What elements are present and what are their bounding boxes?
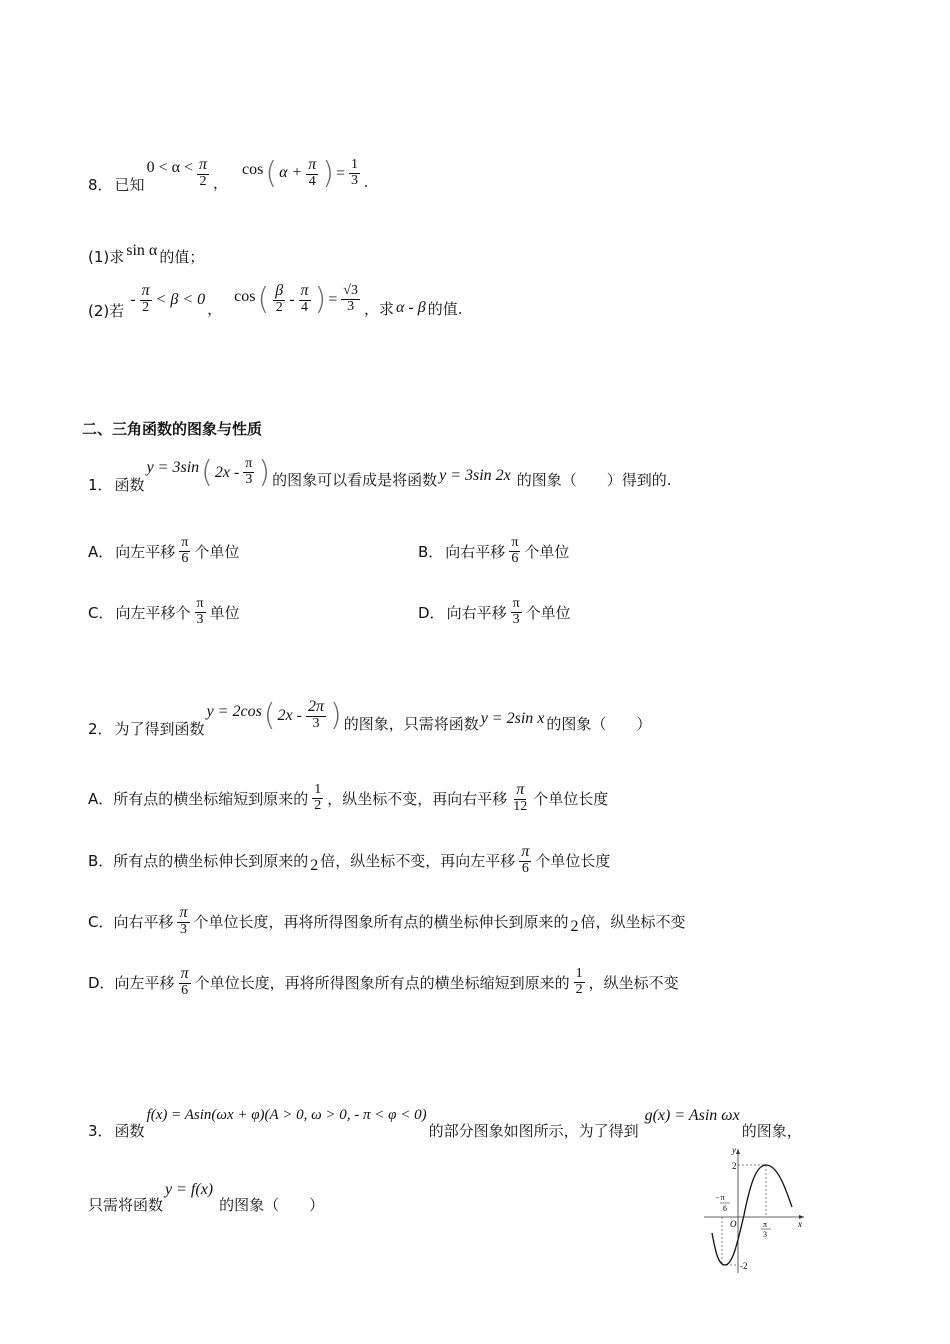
option-text: ，纵坐标不变，再向右平移 [327, 789, 508, 808]
part1-sin: sin α [126, 241, 158, 259]
option-num: 2 [570, 918, 579, 936]
frac-den: 6 [181, 982, 189, 998]
frac-den: 12 [513, 798, 528, 814]
frac-den: 6 [181, 550, 189, 566]
option-text: 向右平移 [446, 603, 507, 622]
q3-text3: 的图象， [741, 1122, 802, 1140]
paren-right: ) [314, 281, 327, 317]
part2-cond: < β < 0 [155, 290, 206, 308]
ymin-label: -2 [740, 1261, 748, 1271]
frac-den: 6 [521, 860, 529, 876]
frac-den: 3 [351, 173, 359, 188]
pi-label: π [763, 1220, 768, 1229]
option-label: B． [418, 542, 444, 561]
option-text: D．向左平移 [88, 973, 175, 992]
q1-number: 1． [88, 476, 113, 494]
paren-left: ( [263, 697, 276, 733]
q1-text2: 的图象可以看成是将函数 [272, 471, 438, 489]
paren-right: ) [258, 454, 271, 490]
option-text: 向右平移 [445, 542, 506, 561]
q2-expr: y = 2cos [206, 702, 262, 720]
q8-frac-beta-2 [273, 283, 285, 315]
option-text: B．所有点的横坐标伸长到原来的 [88, 851, 309, 870]
option-text: 倍，纵坐标不变 [580, 912, 686, 931]
option-text: C．向右平移 [88, 912, 174, 931]
frac-den: 3 [347, 299, 355, 314]
q3-expr3: y = f(x) [165, 1180, 214, 1198]
q2-text2: 的图象，只需将函数 [343, 715, 479, 733]
equals: = [328, 290, 338, 308]
frac-num: 1 [314, 782, 322, 798]
q2-option-a[interactable] [88, 782, 608, 814]
option-num: 2 [310, 857, 319, 875]
frac-num: π [179, 904, 188, 921]
frac-pi-6 [179, 966, 191, 998]
frac-num: π [308, 156, 317, 174]
part2-prefix: (2)若 [88, 302, 125, 320]
q8-part1 [88, 238, 204, 267]
part2-suffix: 的值. [427, 300, 463, 318]
option-text: 个单位长度 [535, 851, 611, 870]
frac-pi-6 [509, 536, 520, 566]
frac-den: 3 [179, 921, 187, 937]
x-label: x [798, 1219, 802, 1229]
frac-1-2 [312, 783, 323, 813]
y-label: y [732, 1145, 736, 1155]
sine-curve [712, 1165, 792, 1265]
frac-num: π [199, 156, 208, 174]
q8-cos: cos [242, 160, 264, 178]
option-text: ，纵坐标不变 [588, 973, 679, 992]
option-text: 个单位 [524, 542, 570, 561]
q2-statement [88, 692, 651, 739]
option-text: 个单位 [194, 542, 240, 561]
neg-six-label: 6 [723, 1204, 727, 1213]
section-title: 二、三角函数的图象与性质 [82, 420, 263, 438]
option-text: 单位 [209, 603, 240, 622]
option-label: A． [88, 542, 114, 561]
frac-den: 3 [512, 611, 520, 627]
frac-num: π [511, 535, 519, 550]
option-text: 个单位 [525, 603, 571, 622]
q8-frac-pi-4 [306, 157, 318, 189]
paren-right: ) [322, 155, 335, 191]
neg-pi-label: - π [716, 1193, 725, 1202]
minus: - [130, 290, 136, 308]
q8-frac-pi-4b [299, 283, 311, 315]
q8-known: 已知 [114, 176, 145, 194]
part2-cos: cos [234, 287, 256, 305]
paren-left: ( [201, 454, 213, 490]
part1-suffix: 的值； [159, 248, 205, 266]
frac-pi-6 [179, 536, 190, 566]
q2-option-c[interactable] [88, 905, 686, 937]
q1-expr2: y = 3sin 2x [439, 466, 511, 484]
option-text: 倍，纵坐标不变，再向左平移 [320, 851, 516, 870]
option-text: A．所有点的横坐标缩短到原来的 [88, 789, 309, 808]
q3-number: 3． [88, 1122, 113, 1140]
frac-num: π [180, 965, 189, 982]
frac-num: π [521, 843, 530, 860]
option-text: 个单位长度，再将所得图象所有点的横坐标缩短到原来的 [194, 973, 570, 992]
q2-option-b[interactable] [88, 844, 610, 876]
frac-pi-6 [519, 844, 531, 876]
frac-den: 6 [511, 550, 519, 566]
frac-num: β [275, 282, 284, 300]
q2-frac-2pi-3 [306, 699, 326, 731]
frac-num: π [181, 535, 189, 550]
frac-pi-3 [195, 597, 206, 627]
frac-1-2 [574, 967, 585, 997]
frac-num: π [196, 596, 204, 611]
comma: ， [213, 174, 229, 192]
q8-alpha-plus: α + [279, 163, 303, 181]
frac-den: 3 [245, 472, 253, 487]
q8-statement [88, 152, 368, 195]
q3-statement-line2 [88, 1168, 324, 1215]
q8-number: 8． [88, 176, 113, 194]
frac-den: 2 [199, 174, 207, 190]
frac-num: 1 [575, 966, 583, 982]
q1-option-b[interactable] [418, 536, 569, 566]
frac-den: 3 [312, 716, 320, 732]
q3-function-graph [700, 1145, 810, 1275]
q8-frac-1-3 [349, 158, 360, 188]
part2-ask: ，求 [363, 300, 394, 318]
comma: ， [207, 300, 223, 318]
frac-den: 4 [308, 174, 316, 190]
y-arrow-icon [736, 1149, 740, 1154]
q1-expr: y = 3sin [146, 458, 200, 476]
option-label: C． [88, 603, 114, 622]
q1-option-a[interactable] [88, 536, 239, 566]
q8-part2 [88, 278, 462, 321]
q3-text5: 的图象（ ） [219, 1196, 325, 1214]
q2-number: 2． [88, 720, 113, 738]
q8-frac-sqrt3-3 [341, 284, 360, 314]
frac-num: √3 [343, 283, 358, 299]
three-label: 3 [763, 1230, 767, 1239]
option-text: 个单位长度，再将所得图象所有点的横坐标伸长到原来的 [193, 912, 569, 931]
period: . [364, 173, 369, 191]
q2-inner: 2x - [277, 706, 302, 724]
frac-pi-12 [511, 782, 529, 814]
q2-expr2: y = 2sin x [480, 709, 545, 727]
q1-text1: 函数 [114, 476, 145, 494]
frac-den: 2 [142, 300, 150, 316]
frac-pi-3 [177, 905, 189, 937]
q1-option-d[interactable] [418, 597, 571, 627]
frac-num: π [141, 282, 150, 300]
q1-frac-pi-3 [243, 457, 254, 487]
q1-statement [88, 450, 672, 495]
option-label: D． [418, 603, 445, 622]
frac-den: 4 [301, 300, 309, 316]
q2-text1: 为了得到函数 [114, 720, 205, 738]
frac-den: 2 [314, 797, 322, 813]
paren-right: ) [329, 697, 342, 733]
q3-text1: 函数 [114, 1122, 145, 1140]
q2-option-d[interactable] [88, 966, 679, 998]
q3-expr: f(x) = Asin(ωx + φ)(A > 0, ω > 0, - π < φ < 0) [146, 1107, 427, 1123]
q1-option-c[interactable] [88, 597, 240, 627]
frac-pi-3 [511, 597, 522, 627]
minus: - [289, 290, 295, 308]
option-text: 向左平移 [115, 542, 176, 561]
frac-den: 2 [575, 981, 583, 997]
option-text: 个单位长度 [533, 789, 609, 808]
part2-alpha-beta: α - β [395, 298, 426, 316]
frac-num: 2π [307, 698, 324, 716]
frac-den: 3 [196, 611, 204, 627]
part1-prefix: (1)求 [88, 248, 125, 266]
frac-den: 2 [275, 300, 283, 316]
frac-num: π [245, 456, 253, 472]
frac-num: π [300, 282, 309, 300]
paren-left: ( [257, 281, 270, 317]
q8-frac-pi-2b [140, 283, 152, 315]
q8-cond1: 0 < α < [146, 158, 193, 176]
q2-text3: 的图象（ ） [546, 715, 652, 733]
q3-statement [88, 1094, 878, 1141]
q1-text3: 的图象（ ）得到的. [516, 471, 672, 489]
q3-text2: 的部分图象如图所示，为了得到 [428, 1122, 639, 1140]
q3-text4: 只需将函数 [88, 1196, 164, 1214]
q8-frac-pi-2 [197, 157, 209, 189]
frac-num: 1 [351, 157, 359, 173]
origin-label: O [730, 1219, 737, 1229]
frac-num: π [512, 596, 520, 611]
frac-num: π [516, 781, 525, 798]
option-text: 向左平移个 [115, 603, 191, 622]
equals: = [336, 164, 346, 182]
q1-inner: 2x - [214, 463, 240, 481]
ymax-label: 2 [732, 1161, 737, 1171]
paren-left: ( [265, 155, 278, 191]
q3-expr2: g(x) = Asin ωx [644, 1106, 740, 1124]
